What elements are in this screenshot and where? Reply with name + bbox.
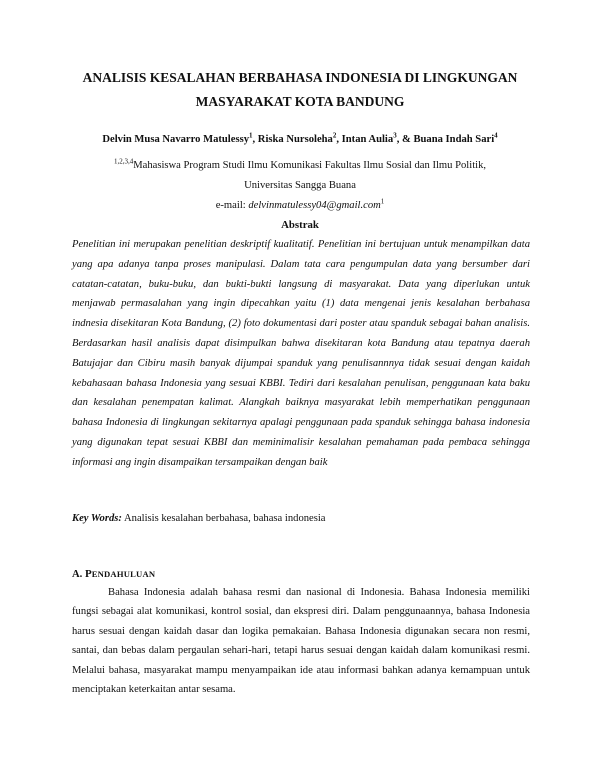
introduction-paragraph: Bahasa Indonesia adalah bahasa resmi dan nasional di Indonesia. Bahasa Indonesia memiliki fungsi sebagai alat komunikasi, kontrol sosial, dan ekspresi diri. Dalam penggunaannya, bahasa Indonesia harus sesuai dengan kaidah dasar dan logika pemakaian. Bahasa Indonesia digunakan secara non resmi, santai, dan bebas dalam pergaulan sehari-hari, tetapi harus sesuai dengan kaidah dalam komunikasi resmi. Melalui bahasa, masyarakat mampu menyampaikan ide atau informasi bahkan adanya kemampuan untuk menciptakan keterkaitan antar sesama. xyxy=(72,587,530,696)
paper-title-line-1: ANALISIS KESALAHAN BERBAHASA INDONESIA DI LINGKUNGAN xyxy=(82,70,518,85)
affiliation-text: Mahasiswa Program Studi Ilmu Komunikasi Fakultas Ilmu Sosial dan Ilmu Politik, xyxy=(133,160,487,171)
author-affiliation-mark: 2 xyxy=(332,131,337,140)
author-name: Intan Aulia xyxy=(341,134,394,145)
paper-title-line-2: MASYARAKAT KOTA BANDUNG xyxy=(195,94,405,109)
university-name: Universitas Sangga Buana xyxy=(244,180,356,191)
section-title-initial: P xyxy=(84,568,92,580)
email-label: e-mail: xyxy=(215,200,249,211)
author-affiliation-mark: 1 xyxy=(249,131,253,140)
section-heading xyxy=(72,566,155,583)
email-address[interactable]: delvinmatulessy04@gmail.com xyxy=(248,200,381,211)
abstract-heading: Abstrak xyxy=(281,219,319,231)
keywords xyxy=(72,511,530,527)
affiliation-mark: 1,2,3,4 xyxy=(113,157,134,166)
affiliation xyxy=(40,158,560,174)
author-name: Delvin Musa Navarro Matulessy xyxy=(102,134,249,145)
author-separator: , xyxy=(336,134,342,145)
author-name: Buana Indah Sari xyxy=(413,134,495,145)
keywords-label: Key Words: xyxy=(72,513,122,524)
author-separator: , & xyxy=(396,134,414,145)
abstract-text: Penelitian ini merupakan penelitian deskriptif kualitatif. Penelitian ini bertujuan untuk menampilkan data yang apa adanya tanpa proses manipulasi. Dalam tata cara pengumpulan data yang bersumber dari catatan-catatan, buku-buku, dan bukti-bukti langsung di masyarakat. Data yang diperlukan untuk menjawab permasalahan yang ingin dipecahkan yaitu (1) data mengenai jenis kesalahan berbahasa indnesia disekitaran Kota Bandung, (2) foto dokumentasi dari poster atau spanduk sebagai bahan analisis. Berdasarkan hasil analisis dapat disimpulkan bahwa disekitaran kota Bandung atau tepatnya daerah Batujajar dan Cibiru masih banyak dijumpai spanduk yang penulisannnya tidak sesuai dengan kaidah kebahasaan bahasa Indonesia yang sesuai KBBI. Tediri dari kesalahan penulisan, penggunaan kata baku dan kesalahan penempatan kalimat. Alangkah baiknya masyarakat lebih memperhatikan penggunaan bahasa Indonesia di lingkungan sekitarnya apalagi penggunaan pada spanduk sehingga bahasa indonesia yang digunakan tepat sesuai KBBI dan meminimalisir kesalahan pemahaman pada pembaca sehingga informasi ang ingin disampaikan tersampaikan dengan baik xyxy=(72,239,530,468)
author-separator: , xyxy=(252,134,258,145)
author-affiliation-mark: 4 xyxy=(494,131,498,140)
contact-email xyxy=(40,198,560,214)
email-affiliation-mark: 1 xyxy=(380,197,385,206)
author-list xyxy=(30,132,570,148)
author-affiliation-mark: 3 xyxy=(393,131,397,140)
section-title-rest: ENDAHULUAN xyxy=(91,569,156,579)
keywords-text: Analisis kesalahan berbahasa, bahasa indonesia xyxy=(121,513,326,524)
section-number: A. xyxy=(72,569,85,580)
author-name: Riska Nursoleha xyxy=(257,134,333,145)
